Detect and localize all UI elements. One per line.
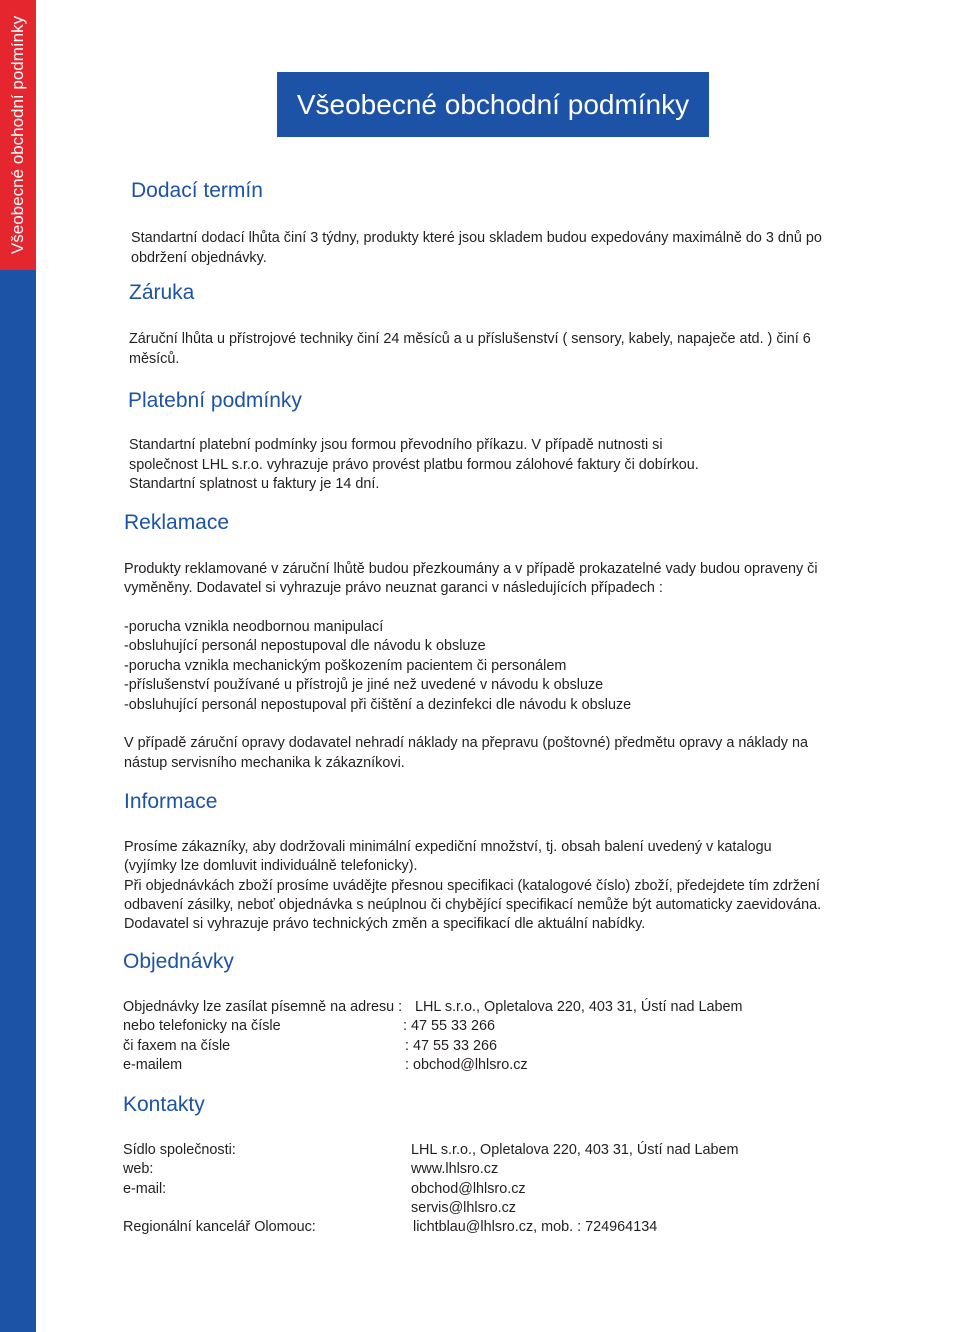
reklamace-intro-line: vyměněny. Dodavatel si vyhrazuje právo neuznat garanci v následujících případech : <box>124 580 663 596</box>
kontakty-value: lichtblau@lhlsro.cz, mob. : 724964134 <box>413 1219 658 1235</box>
zaruka-text: Záruční lhůta u přístrojové techniky činí 24 měsíců a u příslušenství ( sensory, kabely, napaječe atd. ) činí 6 měsíců. <box>129 331 811 367</box>
objednavky-value: : 47 55 33 266 <box>405 1038 498 1054</box>
objednavky-value: : 47 55 33 266 <box>403 1018 496 1034</box>
kontakty-value: www.lhlsro.cz <box>411 1161 499 1177</box>
informace-line: odbavení zásilky, neboť objednávka s neúplnou či chybějící specifikací nemůže být automaticky zaevidována. <box>124 897 822 913</box>
reklamace-case-item: -příslušenství používané u přístrojů je jiné než uvedené v návodu k obsluze <box>124 677 604 693</box>
heading-kontakty: Kontakty <box>123 1093 205 1116</box>
informace-line: Při objednávkách zboží prosíme uvádějte přesnou specifikaci (katalogové číslo) zboží, předejdete tím zdržení <box>124 878 820 894</box>
informace-line: Dodavatel si vyhrazuje právo technických změn a specifikací dle aktuální nabídky. <box>124 916 646 932</box>
side-bar-title-wrap <box>0 0 36 270</box>
kontakty-label: Sídlo společnosti: <box>123 1142 236 1158</box>
page-title: Všeobecné obchodní podmínky <box>277 72 709 137</box>
side-bar-blue-segment <box>0 270 36 1332</box>
objednavky-value: LHL s.r.o., Opletalova 220, 403 31, Ústí nad Labem <box>415 999 743 1015</box>
reklamace-case-item: -porucha vznikla mechanickým poškozením pacientem či personálem <box>124 658 567 674</box>
objednavky-label: Objednávky lze zasílat písemně na adresu : <box>123 999 403 1015</box>
side-bar <box>0 0 36 1332</box>
dodaci-termin-text: Standartní dodací lhůta činí 3 týdny, produkty které jsou skladem budou expedovány maximálně do 3 dnů po obdržení objednávky. <box>131 230 822 266</box>
platebni-line: Standartní platební podmínky jsou formou převodního příkazu. V případě nutnosti si <box>129 437 663 453</box>
objednavky-label: nebo telefonicky na čísle <box>123 1018 281 1034</box>
kontakty-label: e-mail: <box>123 1181 167 1197</box>
reklamace-intro-line: Produkty reklamované v záruční lhůtě budou přezkoumány a v případě prokazatelné vady budou opraveny či <box>124 561 818 577</box>
reklamace-case-item: -obsluhující personál nepostupoval při čištění a dezinfekci dle návodu k obsluze <box>124 697 632 713</box>
heading-zaruka: Záruka <box>129 281 195 304</box>
platebni-line: Standartní splatnost u faktury je 14 dní. <box>129 476 380 492</box>
kontakty-label: web: <box>123 1161 154 1177</box>
informace-line: (vyjímky lze domluvit individuálně telefonicky). <box>124 858 418 874</box>
kontakty-label: Regionální kancelář Olomouc: <box>123 1219 316 1235</box>
reklamace-closing-line: nástup servisního mechanika k zákazníkovi. <box>124 755 405 771</box>
heading-platebni-podminky: Platební podmínky <box>128 389 302 412</box>
side-bar-title: Všeobecné obchodní podmínky <box>8 15 27 255</box>
heading-informace: Informace <box>124 790 218 813</box>
objednavky-value: : obchod@lhlsro.cz <box>405 1057 528 1073</box>
reklamace-case-item: -obsluhující personál nepostupoval dle návodu k obsluze <box>124 638 486 654</box>
kontakty-value: servis@lhlsro.cz <box>411 1200 516 1216</box>
objednavky-label: e-mailem <box>123 1057 183 1073</box>
reklamace-case-item: -porucha vznikla neodbornou manipulací <box>124 619 384 635</box>
kontakty-value: obchod@lhlsro.cz <box>411 1181 526 1197</box>
heading-dodaci-termin: Dodací termín <box>131 179 263 202</box>
informace-line: Prosíme zákazníky, aby dodržovali minimální expediční množství, tj. obsah balení uvedený v katalogu <box>124 839 772 855</box>
heading-objednavky: Objednávky <box>123 950 234 973</box>
heading-reklamace: Reklamace <box>124 511 230 534</box>
objednavky-label: či faxem na čísle <box>123 1038 231 1054</box>
reklamace-closing-line: V případě záruční opravy dodavatel nehradí náklady na přepravu (poštovné) předmětu opravy a náklady na <box>124 735 808 751</box>
kontakty-value: LHL s.r.o., Opletalova 220, 403 31, Ústí nad Labem <box>411 1142 739 1158</box>
platebni-line: společnost LHL s.r.o. vyhrazuje právo provést platbu formou zálohové faktury či dobírkou. <box>129 457 699 473</box>
